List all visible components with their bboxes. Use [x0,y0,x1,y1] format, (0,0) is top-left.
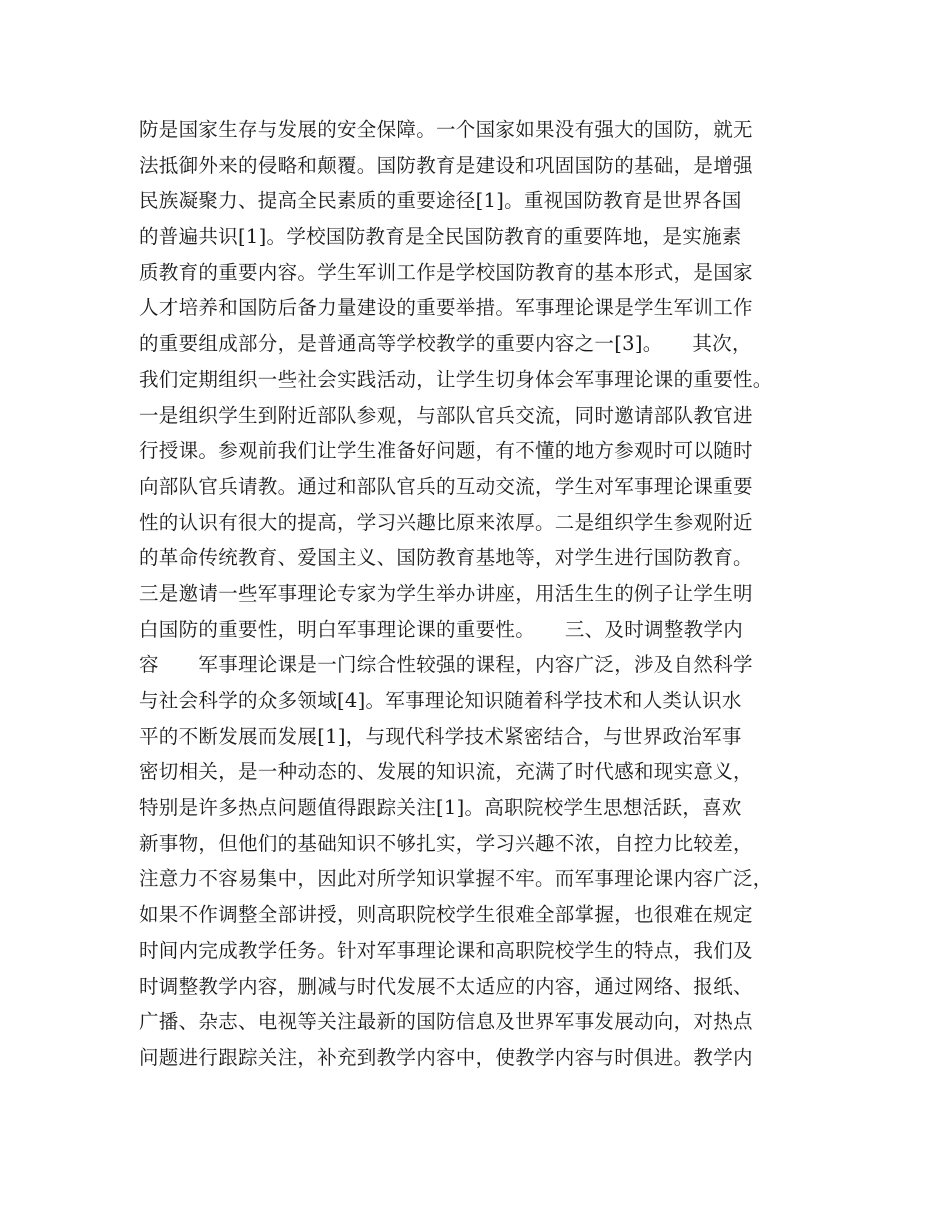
text-line: 如果不作调整全部讲授，则高职院校学生很难全部掌握，也很难在规定 [139,903,753,927]
text-line: 质教育的重要内容。学生军训工作是学校国防教育的基本形式，是国家 [139,260,753,284]
text-line: 一是组织学生到附近部队参观，与部队官兵交流，同时邀请部队教官进 [139,403,753,427]
text-line: 容 军事理论课是一门综合性较强的课程，内容广泛，涉及自然科学 [139,653,753,677]
text-line: 广播、杂志、电视等关注最新的国防信息及世界军事发展动向，对热点 [139,1010,753,1034]
text-line: 的重要组成部分，是普通高等学校教学的重要内容之一[3]。 其次， [139,332,752,356]
text-line: 时调整教学内容，删减与时代发展不太适应的内容，通过网络、报纸、 [139,974,753,998]
text-line: 三是邀请一些军事理论专家为学生举办讲座，用活生生的例子让学生明 [139,581,753,605]
text-line: 行授课。参观前我们让学生准备好问题，有不懂的地方参观时可以随时 [139,439,753,463]
text-line: 问题进行跟踪关注，补充到教学内容中，使教学内容与时俱进。教学内 [139,1045,753,1069]
text-line: 白国防的重要性，明白军事理论课的重要性。 三、及时调整教学内 [139,617,744,641]
text-line: 民族凝聚力、提高全民素质的重要途径[1]。重视国防教育是世界各国 [139,189,742,213]
text-line: 性的认识有很大的提高，学习兴趣比原来浓厚。二是组织学生参观附近 [139,510,753,534]
text-line: 我们定期组织一些社会实践活动，让学生切身体会军事理论课的重要性。 [139,367,773,391]
text-line: 向部队官兵请教。通过和部队官兵的互动交流，学生对军事理论课重要 [139,474,753,498]
text-line: 的革命传统教育、爱国主义、国防教育基地等，对学生进行国防教育。 [139,546,753,570]
text-line: 密切相关，是一种动态的、发展的知识流，充满了时代感和现实意义， [139,760,753,784]
text-line: 法抵御外来的侵略和颠覆。国防教育是建设和巩固国防的基础，是增强 [139,153,753,177]
text-line: 新事物，但他们的基础知识不够扎实，学习兴趣不浓，自控力比较差， [139,831,753,855]
body-text [139,112,839,1076]
text-line: 注意力不容易集中，因此对所学知识掌握不牢。而军事理论课内容广泛， [139,867,773,891]
text-line: 特别是许多热点问题值得跟踪关注[1]。高职院校学生思想活跃，喜欢 [139,796,742,820]
text-line: 人才培养和国防后备力量建设的重要举措。军事理论课是学生军训工作 [139,296,753,320]
text-line: 平的不断发展而发展[1]，与现代科学技术紧密结合，与世界政治军事 [139,724,742,748]
text-line: 时间内完成教学任务。针对军事理论课和高职院校学生的特点，我们及 [139,938,753,962]
text-line: 与社会科学的众多领域[4]。军事理论知识随着科学技术和人类认识水 [139,689,742,712]
text-line: 防是国家生存与发展的安全保障。一个国家如果没有强大的国防，就无 [139,118,753,141]
text-line: 的普遍共识[1]。学校国防教育是全民国防教育的重要阵地，是实施素 [139,225,742,249]
